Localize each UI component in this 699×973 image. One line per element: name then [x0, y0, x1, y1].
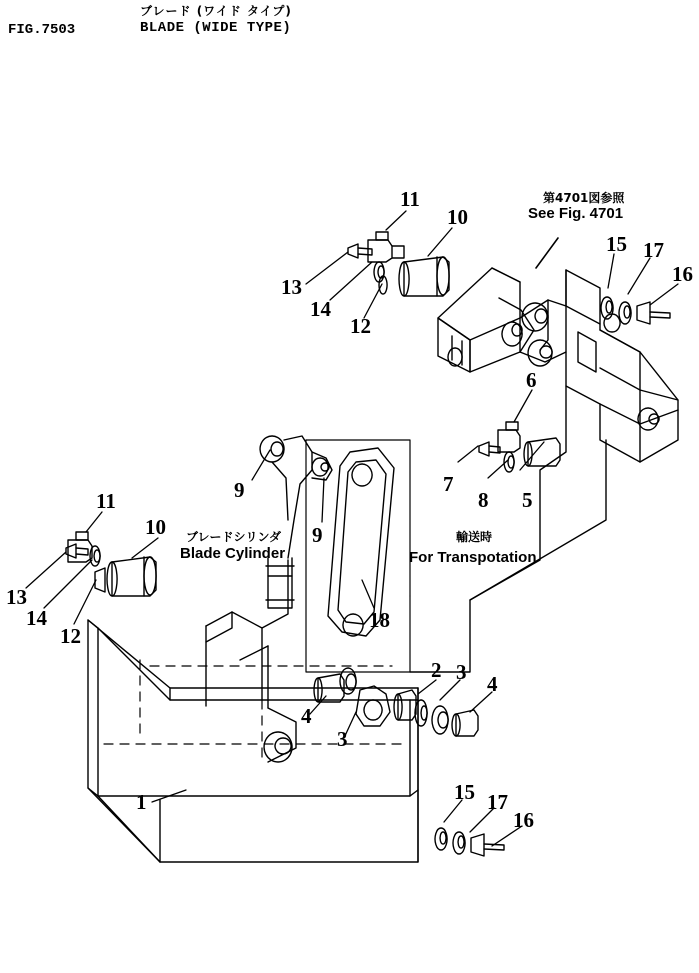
- callout-16-lower: 16: [513, 808, 534, 832]
- callout-15-lower: 15: [454, 780, 475, 804]
- callout-4-right: 4: [487, 672, 498, 696]
- note-see-fig-4701-jp: 第4701図参照: [543, 191, 625, 205]
- title-japanese: ブレード (ワイド タイプ): [140, 4, 292, 18]
- callout-10-upper: 10: [447, 205, 468, 229]
- callout-4-left: 4: [301, 704, 312, 728]
- callout-14-left: 14: [26, 606, 47, 630]
- callout-15-upper: 15: [606, 232, 627, 256]
- note-blade-cylinder-en: Blade Cylinder: [180, 545, 286, 562]
- callout-11-left: 11: [96, 489, 116, 513]
- callout-5: 5: [522, 488, 533, 512]
- lower-pin-hardware: [314, 668, 478, 736]
- callout-1-blade: 1: [136, 790, 147, 814]
- transport-link-18: [306, 440, 410, 672]
- callout-13-upper: 13: [281, 275, 302, 299]
- callout-leaders: [26, 211, 678, 846]
- callout-2: 2: [431, 658, 442, 682]
- link-arm-upper: [260, 436, 332, 608]
- blade-moldboard: [88, 620, 418, 862]
- callout-16-upper: 16: [672, 262, 693, 286]
- callout-6: 6: [526, 368, 537, 392]
- callout-10-left: 10: [145, 515, 166, 539]
- upper-pin-hardware: [348, 232, 449, 296]
- callout-8: 8: [478, 488, 489, 512]
- title-english: BLADE (WIDE TYPE): [140, 20, 292, 36]
- callout-9-right: 9: [312, 523, 323, 547]
- callout-7: 7: [443, 472, 454, 496]
- figure-number: FIG.7503: [8, 22, 76, 38]
- callout-18: 18: [369, 608, 390, 632]
- callout-9-left: 9: [234, 478, 245, 502]
- note-see-fig-4701-en: See Fig. 4701: [528, 205, 624, 222]
- upper-mount-bracket: [438, 268, 566, 372]
- callout-17-lower: 17: [487, 790, 508, 814]
- left-pin-hardware: [66, 532, 156, 596]
- blade-hidden-lines: [104, 660, 406, 760]
- right-frame-body: [566, 270, 678, 462]
- callout-3-right: 3: [456, 660, 467, 684]
- note-for-transportation-en: For Transpotation: [409, 549, 537, 566]
- note-for-transportation-jp: 輸送時: [456, 530, 493, 544]
- callout-13-left: 13: [6, 585, 27, 609]
- callout-17-upper: 17: [643, 238, 664, 262]
- callout-12-left: 12: [60, 624, 81, 648]
- blade-brackets: [206, 560, 296, 762]
- callout-12-upper: 12: [350, 314, 371, 338]
- callout-11-upper: 11: [400, 187, 420, 211]
- callout-14-upper: 14: [310, 297, 331, 321]
- upper-bolt-hardware: [601, 297, 670, 324]
- callout-3-left: 3: [337, 727, 348, 751]
- note-blade-cylinder-jp: ブレードシリンダ: [186, 530, 282, 544]
